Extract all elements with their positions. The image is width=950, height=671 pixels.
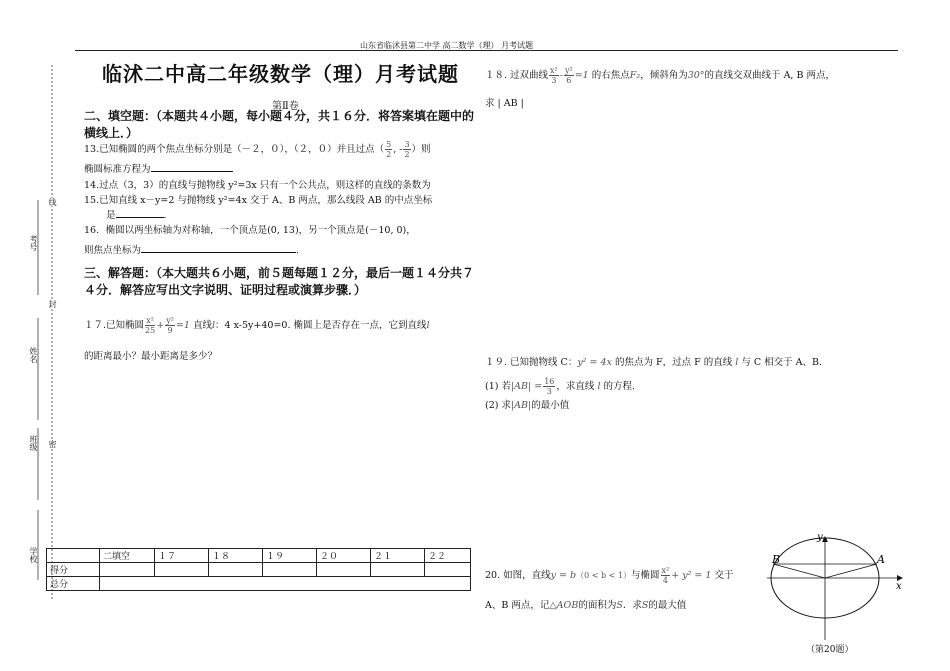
fill-section-heading: 二、填空题：（本题共４小题，每小题４分，共１６分．将答案填在题中的横线上．） [84, 109, 475, 140]
mi-label: 密 [48, 440, 57, 448]
score-cell[interactable] [100, 563, 155, 577]
question-13: 13.已知椭圆的两个焦点坐标分别是（－２，０），（２，０）并且过点（ $\frac{5}{2}$ , - $\frac{3}{2}$ ）则 [84, 140, 431, 159]
score-cell[interactable] [317, 563, 371, 577]
total-cell[interactable] [100, 577, 471, 591]
question-13-line2: 椭圆标准方程为 [84, 162, 233, 177]
question-15-line2: 是 . [106, 210, 167, 221]
header-rule [75, 50, 898, 51]
y-axis-label: y [817, 532, 823, 543]
fraction: $\frac{\text{y²}}{6}$ [564, 66, 573, 85]
header-cell: ２０ [317, 549, 371, 563]
score-cell[interactable] [425, 563, 471, 577]
header-cell: ２２ [425, 549, 471, 563]
question-20: 20. 如图，直线y = b（0 < b < 1）与椭圆 $\frac{\text{x²}}{4}$ + y² = 1 交于 [485, 566, 734, 585]
fraction: $\frac{\text{x²}}{25}$ [145, 316, 156, 335]
kaohao-label: 考号 [29, 235, 38, 251]
score-cell[interactable] [209, 563, 263, 577]
x-axis-label: x [896, 581, 902, 592]
exam-title: 临沭二中高二年级数学（理）月考试题 [102, 62, 459, 86]
header-cell: 二填空 [100, 549, 155, 563]
fraction: $\frac{3}{2}$ [404, 140, 410, 159]
score-cell[interactable] [263, 563, 317, 577]
score-table [46, 548, 471, 591]
total-row [47, 577, 471, 591]
ellipse-figure [765, 528, 905, 643]
total-row-label: 总分 [47, 577, 100, 591]
xingming-label: 姓名 [29, 347, 38, 363]
score-header-row [47, 549, 471, 563]
banji-label: 班级 [29, 435, 38, 451]
volume-label: 第Ⅱ卷 [272, 101, 299, 112]
question-16: 16．椭圆以两坐标轴为对称轴，一个顶点是(0, 13)，另一个顶点是(－10, 0)， [84, 225, 416, 236]
header-cell [47, 549, 100, 563]
answer-blank-15[interactable] [116, 208, 164, 218]
question-14: 14.过点（3，3）的直线与抛物线 y²=3x 只有一个公共点，则这样的直线的条数为 [84, 180, 431, 191]
fraction: $\frac{16}{3}$ [544, 377, 555, 396]
header-cell: １８ [209, 549, 263, 563]
score-row [47, 563, 471, 577]
fraction: $\frac{5}{2}$ [386, 140, 392, 159]
question-19: １９. 已知抛物线 C：y² = 4x 的焦点为 F，过点 F 的直线 l 与 C 相交于 A、B. [485, 357, 823, 368]
solve-section-heading: 三、解答题：（本大题共６小题，前５题每题１２分，最后一题１４分共７４分．解答应写出文字说明、证明过程或演算步骤．） [84, 266, 475, 297]
fraction: $\frac{\text{y²}}{9}$ [166, 316, 174, 335]
segment-ob [773, 564, 825, 578]
question-17-line2: 的距离最小？最小距离是多少？ [84, 351, 218, 362]
score-row-label: 得分 [47, 563, 100, 577]
xian-label: 线 [48, 198, 57, 206]
y-axis-arrow [822, 536, 828, 542]
question-18-line2: 求 | AB | [485, 98, 524, 109]
header-cell: １７ [155, 549, 209, 563]
question-19-part1: (1) 若|AB| = $\frac{16}{3}$ ，求直线 l 的方程. [485, 377, 636, 396]
figure-caption: （第20题） [806, 645, 854, 655]
score-cell[interactable] [371, 563, 425, 577]
question-15: 15.已知直线 x－y=2 与抛物线 y²=4x 交于 A、B 两点，那么线段 AB 的中点坐标 [84, 195, 433, 206]
segment-oa [825, 564, 877, 578]
fraction: $\frac{\text{x²}}{4}$ [661, 566, 670, 585]
xuexiao-label: 学校 [29, 547, 38, 563]
question-17: １７.已知椭圆 $\frac{\text{x²}}{25}$ + $\frac{\text{y²}}{9}$ =1 直线l：4 x-5y+40=0. 椭圆上是否存在一点，它到直线l [84, 316, 430, 335]
question-16-line2: 则焦点坐标为 . [84, 245, 300, 256]
point-b-label: B [772, 553, 781, 566]
question-19-part2: (2) 求|AB|的最小值 [485, 400, 570, 411]
question-18: １８. 过双曲线 $\frac{\text{x²}}{3}$ - $\frac{\text{y²}}{6}$ =1 的右焦点F₂，倾斜角为30°的直线交双曲线于 A, B 两点， [485, 66, 835, 85]
answer-blank-13[interactable] [151, 162, 233, 172]
header-cell: １９ [263, 549, 317, 563]
header-cell: ２１ [371, 549, 425, 563]
answer-blank-16[interactable] [141, 243, 296, 253]
point-a-label: A [877, 553, 885, 566]
fraction: $\frac{\text{x²}}{3}$ [550, 66, 558, 85]
score-cell[interactable] [155, 563, 209, 577]
question-20-line2: A、B 两点，记△AOB的面积为S．求S的最大值 [485, 600, 687, 611]
page-header: 山东省临沭县第二中学 高二数学（理） 月考试题 [360, 41, 534, 50]
feng-label: 封 [48, 300, 57, 308]
